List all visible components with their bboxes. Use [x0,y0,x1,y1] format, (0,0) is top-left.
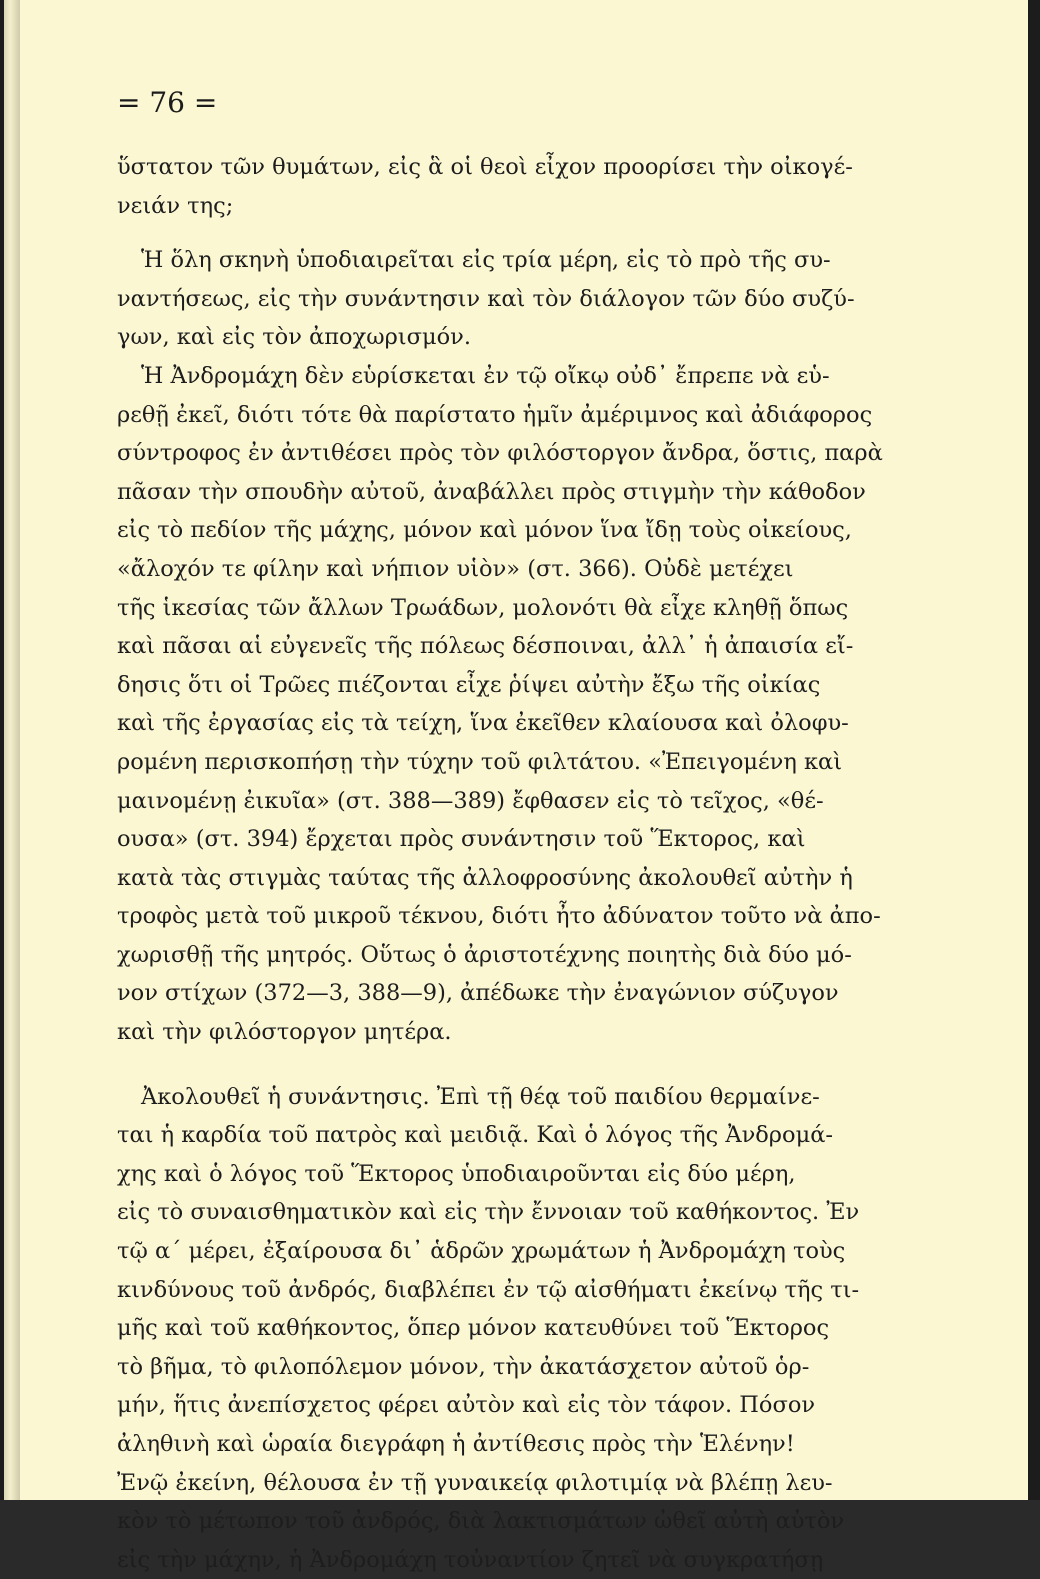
text-line: μῆς καὶ τοῦ καθήκοντος, ὅπερ μόνον κατευθύνει τοῦ Ἕκτορος [117,1315,830,1342]
page-number: = 76 = [117,86,218,119]
text-line: κὸν τὸ μέτωπον τοῦ ἀνδρός, διὰ λακτισμάτων ὠθεῖ αὐτὴ αὐτὸν [117,1508,845,1535]
text-line: κατὰ τὰς στιγμὰς ταύτας τῆς ἀλλοφροσύνης ἀκολουθεῖ αὐτὴν ἡ [117,864,853,891]
text-line: τῷ α´ μέρει, ἐξαίρουσα δι᾽ ἁδρῶν χρωμάτων ἡ Ἀνδρομάχη τοὺς [117,1238,846,1265]
text-line: πᾶσαν τὴν σπουδὴν αὐτοῦ, ἀναβάλλει πρὸς στιγμὴν τὴν κάθοδον [117,478,866,505]
text-line: κινδύνους τοῦ ἀνδρός, διαβλέπει ἐν τῷ αἰσθήματι ἐκείνῳ τῆς τι- [117,1276,860,1303]
text-line: σύντροφος ἐν ἀντιθέσει πρὸς τὸν φιλόστοργον ἄνδρα, ὅστις, παρὰ [117,440,883,467]
text-line: καὶ τὴν φιλόστοργον μητέρα. [117,1019,452,1046]
page-edge [4,0,21,1500]
text-line: νειάν της; [117,192,234,219]
text-line: γων, καὶ εἰς τὸν ἀποχωρισμόν. [117,324,471,351]
text-line: Ἀκολουθεῖ ἡ συνάντησις. Ἐπὶ τῇ θέᾳ τοῦ παιδίου θερμαίνε- [141,1083,820,1110]
text-line: εἰς τὸ συναισθηματικὸν καὶ εἰς τὴν ἔννοιαν τοῦ καθήκοντος. Ἐν [117,1199,860,1226]
text-line: μαινομένῃ ἐικυῖα» (στ. 388—389) ἔφθασεν εἰς τὸ τεῖχος, «θέ- [117,787,824,814]
text-line: ἀληθινὴ καὶ ὡραία διεγράφη ἡ ἀντίθεσις πρὸς τὴν Ἑλένην! [117,1431,795,1457]
text-line: Ἡ Ἀνδρομάχη δὲν εὑρίσκεται ἐν τῷ οἴκῳ οὐδ᾽ ἔπρεπε νὰ εὑ- [141,362,830,389]
paragraph-2 [117,241,929,357]
text-line: «ἄλοχόν τε φίλην καὶ νήπιον υἱὸν» (στ. 366). Οὐδὲ μετέχει [117,555,794,582]
text-line: καὶ τῆς ἐργασίας εἰς τὰ τείχη, ἵνα ἐκεῖθεν κλαίουσα καὶ ὀλοφυ- [117,710,849,737]
text-line: τὸ βῆμα, τὸ φιλοπόλεμον μόνον, τὴν ἀκατάσχετον αὐτοῦ ὁρ- [117,1353,810,1380]
text-line: ρομένη περισκοπήσῃ τὴν τύχην τοῦ φιλτάτου. «Ἐπειγομένη καὶ [117,748,843,775]
text-line: εἰς τὸ πεδίον τῆς μάχης, μόνον καὶ μόνον ἵνα ἴδῃ τοὺς οἰκείους, [117,517,852,544]
text-line: καὶ πᾶσαι αἱ εὐγενεῖς τῆς πόλεως δέσποιναι, ἀλλ᾽ ἡ ἀπαισία εἴ- [117,633,854,660]
text-line: εἰς τὴν μάχην, ἡ Ἀνδρομάχη τοὐναντίον ζητεῖ νὰ συγκρατήσῃ [117,1546,824,1573]
text-line: ρεθῇ ἐκεῖ, διότι τότε θὰ παρίστατο ἡμῖν ἀμέριμνος καὶ ἀδιάφορος [117,401,873,428]
text-line: τροφὸς μετὰ τοῦ μικροῦ τέκνου, διότι ἦτο ἀδύνατον τοῦτο νὰ ἀπο- [117,903,881,930]
paragraph-3 [117,357,929,1052]
text-line: μήν, ἥτις ἀνεπίσχετος φέρει αὐτὸν καὶ εἰς τὸν τάφον. Πόσον [117,1392,816,1419]
body-text [117,148,929,1579]
text-line: Ἐνῷ ἐκείνη, θέλουσα ἐν τῇ γυναικείᾳ φιλοτιμίᾳ νὰ βλέπῃ λευ- [117,1469,833,1496]
text-line: Ἡ ὅλη σκηνὴ ὑποδιαιρεῖται εἰς τρία μέρη, εἰς τὸ πρὸ τῆς συ- [141,247,831,274]
text-line: δησις ὅτι οἱ Τρῶες πιέζονται εἶχε ῥίψει αὐτὴν ἔξω τῆς οἰκίας [117,671,821,698]
paragraph-4 [117,1078,929,1579]
text-line: χης καὶ ὁ λόγος τοῦ Ἕκτορος ὑποδιαιροῦνται εἰς δύο μέρη, [117,1160,796,1187]
text-line: τῆς ἱκεσίας τῶν ἄλλων Τρωάδων, μολονότι θὰ εἶχε κληθῇ ὅπως [117,594,849,621]
text-line: ναντήσεως, εἰς τὴν συνάντησιν καὶ τὸν διάλογον τῶν δύο συζύ- [117,285,855,312]
text-line: νον στίχων (372—3, 388—9), ἀπέδωκε τὴν ἐναγώνιον σύζυγον [117,980,839,1007]
paragraph-1 [117,148,929,225]
text-line: ὕστατον τῶν θυμάτων, εἰς ἃ οἱ θεοὶ εἶχον προορίσει τὴν οἰκογέ- [117,154,853,180]
text-line: ουσα» (στ. 394) ἔρχεται πρὸς συνάντησιν τοῦ Ἕκτορος, καὶ [117,826,806,853]
text-line: χωρισθῇ τῆς μητρός. Οὕτως ὁ ἀριστοτέχνης ποιητὴς διὰ δύο μό- [117,941,852,968]
book-page [20,0,1028,1573]
text-line: ται ἡ καρδία τοῦ πατρὸς καὶ μειδιᾷ. Καὶ ὁ λόγος τῆς Ἀνδρομά- [117,1122,834,1149]
